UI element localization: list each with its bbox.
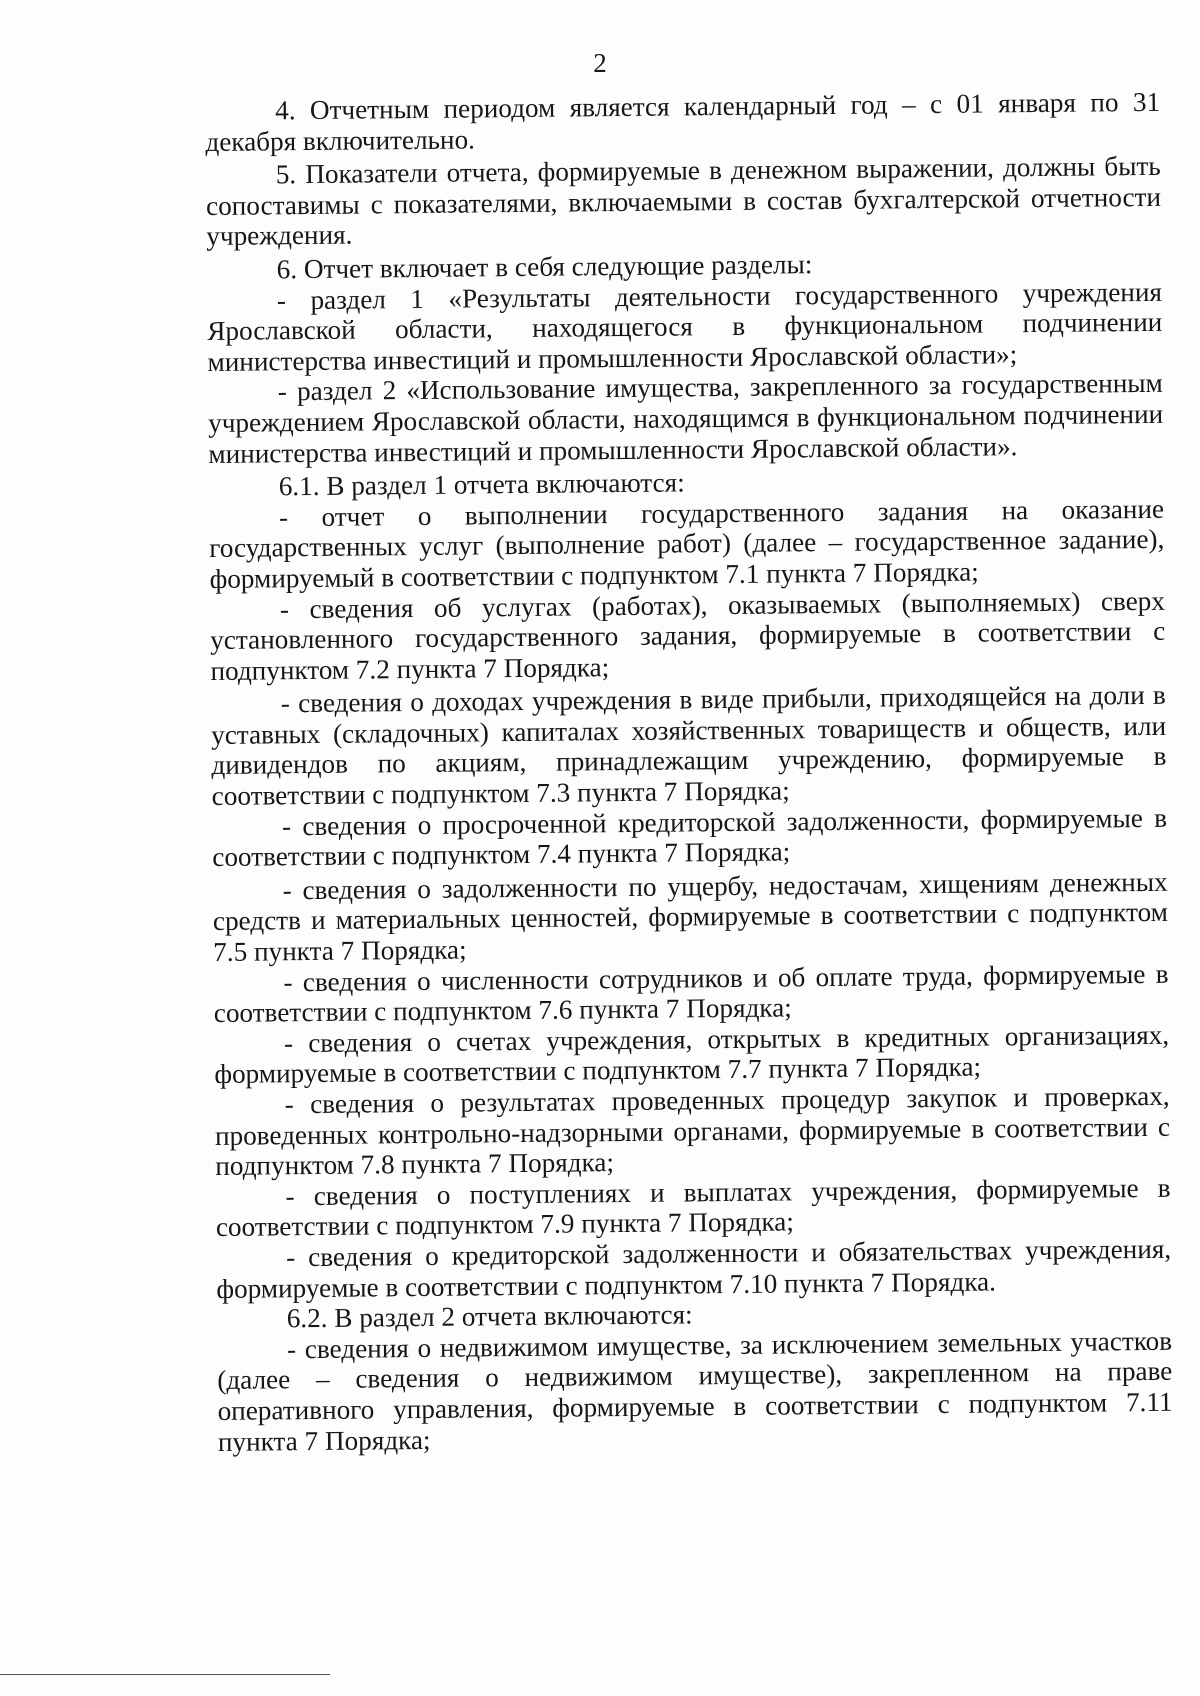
list-item-state-task: - отчет о выполнении государственного задания на оказание государственных услуг (выполнение работ) (далее – государственное задание), формируемый в соответствии с подпунктом 7.1 пункта 7 Порядка;: [209, 493, 1165, 594]
footer-rule: [0, 1674, 330, 1675]
list-item-section-2: - раздел 2 «Использование имущества, закрепленного за государственным учреждением Ярославской области, находящимся в функциональном подчинении министерства инвестиций и промышленности Ярославской области».: [207, 368, 1164, 469]
page-number: 2: [593, 48, 607, 78]
list-item-procurement: - сведения о результатах проведенных процедур закупок и проверках, проведенных контрольно-надзорными органами, формируемые в соответствии с подпунктом 7.8 пункта 7 Порядка;: [214, 1080, 1171, 1182]
list-item-accounts: - сведения о счетах учреждения, открытых в кредитных организациях, формируемые в соответствии с подпунктом 7.7 пункта 7 Порядка;: [214, 1019, 1170, 1090]
paragraph-section-1-contents: 6.1. В раздел 1 отчета включаются:: [278, 467, 685, 502]
list-item-overdue-payables: - сведения о просроченной кредиторской задолженности, формируемые в соответствии с подпунктом 7.4 пункта 7 Порядка;: [212, 802, 1168, 873]
list-item-section-1: - раздел 1 «Результаты деятельности государственного учреждения Ярославской области, находящегося в функциональном подчинении министерства инвестиций и промышленности Ярославской области»;: [207, 276, 1163, 377]
paragraph-reporting-period: 4. Отчетным периодом является календарный год – с 01 января по 31 декабря включительно.: [205, 86, 1161, 157]
document-body: [205, 87, 1173, 1457]
list-item-extra-services: - сведения об услугах (работах), оказываемых (выполняемых) сверх установленного государственного задания, формируемые в соответствии с подпунктом 7.2 пункта 7 Порядка;: [210, 585, 1166, 686]
paragraph-indicators: 5. Показатели отчета, формируемые в денежном выражении, должны быть сопоставимы с показателями, включаемыми в состав бухгалтерской отчетности учреждения.: [205, 151, 1162, 252]
paragraph-sections-intro: 6. Отчет включает в себя следующие разделы:: [276, 249, 813, 285]
list-item-receipts: - сведения о поступлениях и выплатах учреждения, формируемые в соответствии с подпунктом 7.9 пункта 7 Порядка;: [215, 1172, 1171, 1243]
list-item-staff: - сведения о численности сотрудников и об оплате труда, формируемые в соответствии с подпунктом 7.6 пункта 7 Порядка;: [213, 958, 1169, 1029]
list-item-payables: - сведения о кредиторской задолженности и обязательствах учреждения, формируемые в соответствии с подпунктом 7.10 пункта 7 Порядка.: [216, 1233, 1172, 1304]
list-item-real-estate: - сведения о недвижимом имуществе, за исключением земельных участков (далее – сведения о недвижимом имуществе), закрепленном на праве оперативного управления, формируемые в соответствии с подпунктом 7.11 пункта 7 Порядка;: [217, 1325, 1173, 1457]
list-item-income: - сведения о доходах учреждения в виде прибыли, приходящейся на доли в уставных (складочных) капиталах хозяйственных товариществ и обществ, или дивидендов по акциям, принадлежащим учреждению, формируемые в соответствии с подпунктом 7.3 пункта 7 Порядка;: [210, 680, 1167, 812]
list-item-damage-debt: - сведения о задолженности по ущербу, недостачам, хищениям денежных средств и материальных ценностей, формируемые в соответствии с подпунктом 7.5 пункта 7 Порядка;: [212, 866, 1169, 967]
paragraph-section-2-contents: 6.2. В раздел 2 отчета включаются:: [286, 1299, 693, 1334]
